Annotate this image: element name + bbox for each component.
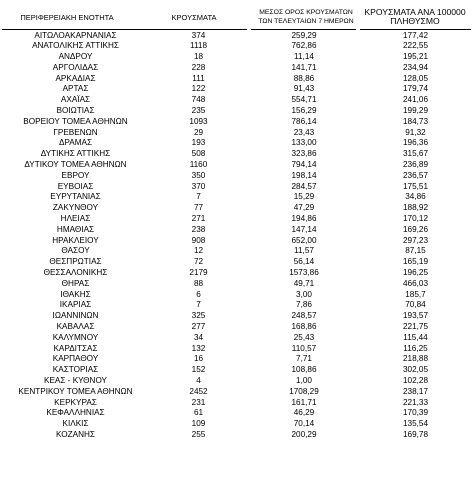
region-cell: ΚΑΛΥΜΝΟΥ xyxy=(52,332,99,342)
per100k-cell: 91,32 xyxy=(405,127,426,137)
per100k-cell: 170,39 xyxy=(402,408,429,418)
table-row xyxy=(0,128,473,139)
cases-cell: 271 xyxy=(191,214,206,224)
table-row xyxy=(0,182,473,193)
avg7-cell: 11,57 xyxy=(294,246,314,256)
per100k-cell: 466,03 xyxy=(402,278,429,288)
region-cell: ΑΡΚΑΔΙΑΣ xyxy=(55,73,96,83)
per100k-cell: 170,12 xyxy=(402,214,429,224)
cases-cell: 88 xyxy=(193,278,204,288)
avg7-cell: 47,29 xyxy=(293,203,315,213)
cases-cell: 72 xyxy=(193,257,204,267)
cases-cell: 111 xyxy=(192,73,205,83)
table-row xyxy=(0,257,473,268)
cases-cell: 325 xyxy=(191,311,206,321)
region-cell: ΔΥΤΙΚΗΣ ΑΤΤΙΚΗΣ xyxy=(40,149,111,159)
avg7-cell: 1708,29 xyxy=(289,386,319,396)
table-row xyxy=(0,365,473,376)
table-row xyxy=(0,52,473,63)
avg7-cell: 141,71 xyxy=(291,62,317,72)
table-row xyxy=(0,290,473,301)
header-avg7-line1: ΜΕΣΟΣ ΟΡΟΣ ΚΡΟΥΣΜΑΤΩΝ xyxy=(259,9,353,16)
per100k-cell: 234,94 xyxy=(402,62,429,72)
cases-cell: 238 xyxy=(191,224,206,234)
region-cell: ΘΗΡΑΣ xyxy=(61,278,90,288)
table-row xyxy=(0,149,473,160)
per100k-cell: 221,75 xyxy=(402,322,429,332)
per100k-cell: 175,51 xyxy=(402,181,429,191)
cases-cell: 16 xyxy=(193,354,204,364)
table-row xyxy=(0,376,473,387)
cases-cell: 350 xyxy=(191,170,206,180)
avg7-cell: 3,00 xyxy=(296,289,312,299)
region-cell: ΚΕΡΚΥΡΑΣ xyxy=(54,397,97,407)
avg7-cell: 133,00 xyxy=(291,138,317,148)
region-cell: ΚΕΑΣ - ΚΥΘΝΟΥ xyxy=(43,376,108,385)
region-cell: ΔΥΤΙΚΟΥ ΤΟΜΕΑ ΑΘΗΝΩΝ xyxy=(24,160,127,170)
cases-cell: 1093 xyxy=(189,116,208,126)
cases-cell: 29 xyxy=(193,127,204,137)
cases-cell: 1160 xyxy=(189,160,208,170)
region-cell: ΙΚΑΡΙΑΣ xyxy=(59,300,92,310)
per100k-cell: 221,33 xyxy=(402,397,429,407)
table-row xyxy=(0,74,473,85)
avg7-cell: 46,29 xyxy=(293,408,315,418)
avg7-cell: 248,57 xyxy=(291,311,317,321)
per100k-cell: 165,19 xyxy=(402,257,429,267)
table-row xyxy=(0,171,473,182)
cases-cell: 374 xyxy=(191,30,206,40)
cases-cell: 109 xyxy=(191,419,206,429)
table-row xyxy=(0,203,473,214)
region-cell: ΚΑΡΔΙΤΣΑΣ xyxy=(53,343,98,353)
per100k-cell: 135,54 xyxy=(402,419,429,429)
avg7-cell: 7,71 xyxy=(296,354,312,364)
header-cases: ΚΡΟΥΣΜΑΤΑ xyxy=(171,13,217,22)
per100k-cell: 70,84 xyxy=(405,300,426,310)
region-cell: ΙΘΑΚΗΣ xyxy=(60,289,91,299)
table-row xyxy=(0,117,473,128)
avg7-cell: 147,14 xyxy=(291,224,317,234)
cases-cell: 228 xyxy=(191,62,206,72)
avg7-cell: 198,14 xyxy=(291,170,317,180)
table-row xyxy=(0,268,473,279)
table-row xyxy=(0,322,473,333)
region-cell: ΚΕΦΑΛΛΗΝΙΑΣ xyxy=(46,408,105,418)
table-header xyxy=(0,0,473,29)
per100k-cell: 196,25 xyxy=(402,268,429,278)
table-row xyxy=(0,354,473,365)
region-cell: ΒΟΡΕΙΟΥ ΤΟΜΕΑ ΑΘΗΝΩΝ xyxy=(23,116,128,126)
table-row xyxy=(0,246,473,257)
region-cell: ΕΥΒΟΙΑΣ xyxy=(57,181,94,191)
per100k-cell: 169,26 xyxy=(402,224,429,234)
cases-cell: 4 xyxy=(196,376,201,385)
region-cell: ΘΕΣΠΡΩΤΙΑΣ xyxy=(49,257,102,267)
avg7-cell: 794,14 xyxy=(291,160,317,170)
region-cell: ΗΡΑΚΛΕΙΟΥ xyxy=(52,235,99,245)
table-row xyxy=(0,84,473,95)
table-row xyxy=(0,398,473,409)
per100k-cell: 115,44 xyxy=(403,332,428,342)
region-cell: ΑΡΤΑΣ xyxy=(62,84,89,94)
cases-cell: 235 xyxy=(191,106,206,116)
avg7-cell: 1,00 xyxy=(296,376,312,385)
table-row xyxy=(0,106,473,117)
avg7-cell: 110,57 xyxy=(291,343,317,353)
table-row xyxy=(0,430,473,441)
avg7-cell: 1573,86 xyxy=(289,268,319,278)
header-avg7-line2: ΤΩΝ ΤΕΛΕΥΤΑΙΩΝ 7 ΗΜΕΡΩΝ xyxy=(258,18,354,25)
region-cell: ΑΝΔΡΟΥ xyxy=(58,52,93,62)
per100k-cell: 177,42 xyxy=(402,30,429,40)
per100k-cell: 169,78 xyxy=(402,429,429,439)
cases-cell: 7 xyxy=(196,192,201,202)
per100k-cell: 218,88 xyxy=(402,354,429,364)
avg7-cell: 91,43 xyxy=(293,84,315,94)
region-cell: ΗΛΕΙΑΣ xyxy=(60,214,91,224)
table-row xyxy=(0,63,473,74)
region-cell: ΙΩΑΝΝΙΝΩΝ xyxy=(52,311,99,321)
per100k-cell: 241,06 xyxy=(402,95,429,105)
table-row xyxy=(0,192,473,203)
cases-cell: 122 xyxy=(191,84,206,94)
per100k-cell: 222,55 xyxy=(402,41,429,51)
region-cell: ΑΝΑΤΟΛΙΚΗΣ ΑΤΤΙΚΗΣ xyxy=(32,41,119,51)
avg7-cell: 194,86 xyxy=(291,214,317,224)
region-cell: ΓΡΕΒΕΝΩΝ xyxy=(53,127,98,137)
avg7-cell: 70,14 xyxy=(293,419,315,429)
per100k-cell: 236,89 xyxy=(402,160,429,170)
table-row xyxy=(0,41,473,52)
cases-cell: 61 xyxy=(193,408,204,418)
cases-cell: 152 xyxy=(191,365,206,375)
per100k-cell: 236,57 xyxy=(402,170,429,180)
cases-cell: 370 xyxy=(191,181,206,191)
table-row xyxy=(0,95,473,106)
per100k-cell: 315,67 xyxy=(402,149,429,159)
per100k-cell: 87,15 xyxy=(405,246,426,256)
cases-cell: 748 xyxy=(191,95,206,105)
region-cell: ΔΡΑΜΑΣ xyxy=(58,138,93,148)
per100k-cell: 102,28 xyxy=(402,376,429,385)
avg7-cell: 11,14 xyxy=(294,52,314,62)
per100k-cell: 188,92 xyxy=(402,203,429,213)
region-cell: ΑΧΑΪΑΣ xyxy=(60,95,91,105)
per100k-cell: 179,74 xyxy=(402,84,429,94)
cases-cell: 34 xyxy=(193,332,204,342)
table-row xyxy=(0,408,473,419)
cases-cell: 77 xyxy=(193,203,204,213)
avg7-cell: 786,14 xyxy=(291,116,317,126)
cases-cell: 908 xyxy=(191,235,206,245)
per100k-cell: 297,23 xyxy=(402,235,429,245)
table-row xyxy=(0,160,473,171)
avg7-cell: 49,71 xyxy=(293,278,315,288)
per100k-cell: 193,57 xyxy=(402,311,429,321)
table-row xyxy=(0,333,473,344)
cases-cell: 1118 xyxy=(190,41,207,51)
per100k-cell: 199,29 xyxy=(402,106,429,116)
avg7-cell: 23,43 xyxy=(293,127,315,137)
avg7-cell: 168,86 xyxy=(291,322,317,332)
table-row xyxy=(0,214,473,225)
avg7-cell: 25,43 xyxy=(293,332,315,342)
avg7-cell: 15,29 xyxy=(293,192,315,202)
region-cell: ΚΕΝΤΡΙΚΟΥ ΤΟΜΕΑ ΑΘΗΝΩΝ xyxy=(18,386,133,396)
cases-cell: 2179 xyxy=(189,268,208,278)
table-row xyxy=(0,311,473,322)
avg7-cell: 200,29 xyxy=(291,429,317,439)
region-cell: ΕΒΡΟΥ xyxy=(61,170,90,180)
avg7-cell: 156,29 xyxy=(291,106,317,116)
region-cell: ΕΥΡΥΤΑΝΙΑΣ xyxy=(50,192,101,202)
region-cell: ΚΑΡΠΑΘΟΥ xyxy=(52,354,99,364)
region-cell: ΗΜΑΘΙΑΣ xyxy=(56,224,95,234)
table-row xyxy=(0,225,473,236)
per100k-cell: 116,25 xyxy=(403,343,428,353)
per100k-cell: 34,86 xyxy=(405,192,426,202)
region-cell: ΚΙΛΚΙΣ xyxy=(62,419,89,429)
cases-cell: 508 xyxy=(191,149,206,159)
table-row xyxy=(0,138,473,149)
avg7-cell: 56,14 xyxy=(293,257,315,267)
header-avg7 xyxy=(250,8,362,26)
region-cell: ΘΑΣΟΥ xyxy=(61,246,90,256)
table-row xyxy=(0,279,473,290)
cases-cell: 277 xyxy=(191,322,206,332)
avg7-cell: 259,29 xyxy=(291,30,317,40)
per100k-cell: 185,7 xyxy=(405,289,426,299)
table-row xyxy=(0,236,473,247)
avg7-cell: 7,86 xyxy=(296,300,312,310)
per100k-cell: 195,21 xyxy=(402,52,429,62)
region-cell: ΑΙΤΩΛΟΑΚΑΡΝΑΝΙΑΣ xyxy=(34,30,117,40)
table-row xyxy=(0,419,473,430)
region-cell: ΖΑΚΥΝΘΟΥ xyxy=(52,203,99,213)
cases-cell: 231 xyxy=(191,397,206,407)
header-per100k-line1: ΚΡΟΥΣΜΑΤΑ ΑΝΑ 100000 xyxy=(364,7,466,17)
region-cell: ΚΑΒΑΛΑΣ xyxy=(56,322,95,332)
avg7-cell: 88,86 xyxy=(293,73,315,83)
table-body xyxy=(0,31,473,441)
table-row xyxy=(0,31,473,42)
avg7-cell: 108,86 xyxy=(291,365,317,375)
per100k-cell: 196,36 xyxy=(402,138,429,148)
table-row xyxy=(0,300,473,311)
per100k-cell: 184,73 xyxy=(402,116,429,126)
header-per100k xyxy=(358,8,472,26)
region-cell: ΘΕΣΣΑΛΟΝΙΚΗΣ xyxy=(43,268,108,278)
table-row xyxy=(0,387,473,398)
region-cell: ΚΟΖΑΝΗΣ xyxy=(56,429,95,439)
per100k-cell: 128,05 xyxy=(402,73,429,83)
avg7-cell: 161,71 xyxy=(291,397,317,407)
cases-cell: 18 xyxy=(193,52,204,62)
cases-cell: 2452 xyxy=(189,386,208,396)
cases-cell: 12 xyxy=(193,246,204,256)
cases-cell: 255 xyxy=(191,429,206,439)
avg7-cell: 284,57 xyxy=(291,181,317,191)
region-cell: ΒΟΙΩΤΙΑΣ xyxy=(56,106,95,116)
region-cell: ΑΡΓΟΛΙΔΑΣ xyxy=(52,62,99,72)
cases-cell: 7 xyxy=(196,300,201,310)
table-row xyxy=(0,344,473,355)
avg7-cell: 554,71 xyxy=(291,95,317,105)
region-cell: ΚΑΣΤΟΡΙΑΣ xyxy=(52,365,99,375)
avg7-cell: 652,00 xyxy=(291,235,317,245)
avg7-cell: 323,86 xyxy=(291,149,317,159)
header-per100k-line2: ΠΛΗΘΥΣΜΟ xyxy=(390,16,440,26)
cases-cell: 6 xyxy=(196,289,201,299)
avg7-cell: 762,86 xyxy=(291,41,317,51)
per100k-cell: 238,17 xyxy=(402,386,429,396)
per100k-cell: 302,05 xyxy=(402,365,429,375)
cases-cell: 132 xyxy=(191,343,206,353)
header-region: ΠΕΡΙΦΕΡΕΙΑΚΗ ΕΝΟΤΗΤΑ xyxy=(20,13,114,22)
cases-cell: 193 xyxy=(191,138,206,148)
